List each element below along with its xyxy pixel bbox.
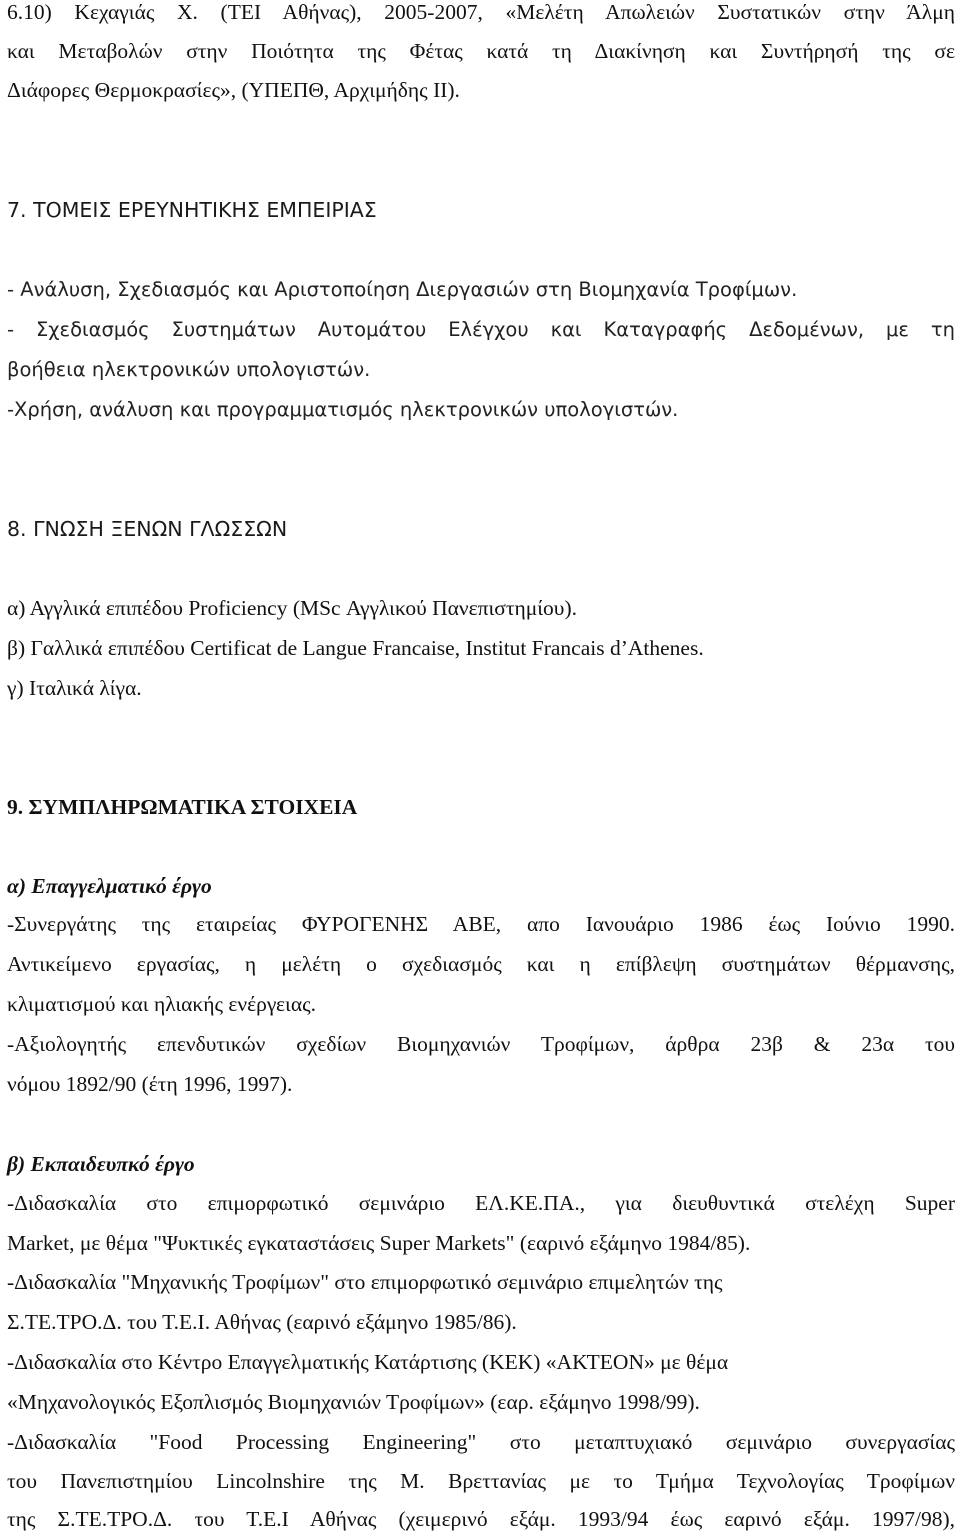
section9-a-line-2: Αντικείμενο εργασίας, η μελέτη ο σχεδιασμός και η επίβλεψη συστημάτων θέρμανσης, <box>7 952 955 976</box>
section7-line-3: βοήθεια ηλεκτρονικών υπολογιστών. <box>7 358 371 381</box>
section7-line-2: - Σχεδιασμός Συστημάτων Αυτομάτου Ελέγχου και Καταγραφής Δεδομένων, με τη <box>7 318 955 341</box>
section7-heading: 7. ΤΟΜΕΙΣ ΕΡΕΥΝΗΤΙΚΗΣ ΕΜΠΕΙΡΙΑΣ <box>7 198 377 222</box>
section8-line-english: α) Αγγλικά επιπέδου Proficiency (MSc Αγγλικού Πανεπιστημίου). <box>7 596 577 620</box>
section7-line-4: -Χρήση, ανάλυση και προγραμματισμός ηλεκτρονικών υπολογιστών. <box>7 398 679 421</box>
section6-line-2: και Μεταβολών στην Ποιότητα της Φέτας κατά τη Διακίνηση και Συντήρησή της σε <box>7 39 955 63</box>
section9-b-line-8: του Πανεπιστημίου Lincolnshire της Μ. Βρεττανίας με το Τμήμα Τεχνολογίας Τροφίμων <box>7 1469 955 1493</box>
section9-a-line-3: κλιματισμού και ηλιακής ενέργειας. <box>7 992 316 1016</box>
section9-sub-a-title: α) Επαγγελματικό έργο <box>7 874 212 898</box>
section9-b-line-6: «Μηχανολογικός Εξοπλισμός Βιομηχανιών Τροφίμων» (εαρ. εξάμηνο 1998/99). <box>7 1390 700 1414</box>
section6-line-1: 6.10) Κεχαγιάς Χ. (ΤΕΙ Αθήνας), 2005-2007, «Μελέτη Απωλειών Συστατικών στην Άλμη <box>7 0 955 24</box>
section9-b-line-7: -Διδασκαλία "Food Processing Engineering" στο μεταπτυχιακό σεμινάριο συνεργασίας <box>7 1430 955 1454</box>
section9-a-line-4: -Αξιολογητής επενδυτικών σχεδίων Βιομηχανιών Τροφίμων, άρθρα 23β & 23α του <box>7 1032 955 1056</box>
section9-a-line-1: -Συνεργάτης της εταιρείας ΦΥΡΟΓΕΝΗΣ ΑΒΕ, απο Ιανουάριο 1986 έως Ιούνιο 1990. <box>7 912 955 936</box>
section6-line-3: Διάφορες Θερμοκρασίες», (ΥΠΕΠΘ, Αρχιμήδης ΙΙ). <box>7 78 460 102</box>
section9-b-line-3: -Διδασκαλία "Μηχανικής Τροφίμων" στο επιμορφωτικό σεμινάριο επιμελητών της <box>7 1270 723 1294</box>
section9-sub-b-title: β) Εκπαιδευπκό έργο <box>7 1152 195 1176</box>
section9-b-line-4: Σ.ΤΕ.ΤΡΟ.Δ. του Τ.Ε.Ι. Αθήνας (εαρινό εξάμηνο 1985/86). <box>7 1310 517 1334</box>
section9-b-line-1: -Διδασκαλία στο επιμορφωτικό σεμινάριο ΕΛ.ΚΕ.ΠΑ., για διευθυντικά στελέχη Super <box>7 1191 955 1215</box>
section9-heading: 9. ΣΥΜΠΛΗΡΩΜΑΤΙΚΑ ΣΤΟΙΧΕΙΑ <box>7 795 358 819</box>
section8-line-italian: γ) Ιταλικά λίγα. <box>7 676 142 700</box>
section9-b-line-5: -Διδασκαλία στο Κέντρο Επαγγελματικής Κατάρτισης (ΚΕΚ) «ΑΚΤΕΟΝ» με θέμα <box>7 1350 729 1374</box>
section8-heading: 8. ΓΝΩΣΗ ΞΕΝΩΝ ΓΛΩΣΣΩΝ <box>7 517 288 541</box>
section9-b-line-2: Market, με θέμα "Ψυκτικές εγκαταστάσεις Super Markets" (εαρινό εξάμηνο 1984/85). <box>7 1231 751 1255</box>
section7-line-1: - Ανάλυση, Σχεδιασμός και Αριστοποίηση Διεργασιών στη Βιομηχανία Τροφίμων. <box>7 278 798 301</box>
section8-line-french: β) Γαλλικά επιπέδου Certificat de Langue Francaise, Institut Francais d’Athenes. <box>7 636 704 660</box>
section9-b-line-9: της Σ.ΤΕ.ΤΡΟ.Δ. του Τ.Ε.Ι Αθήνας (χειμερινό εξάμ. 1993/94 έως εαρινό εξάμ. 1997/98), <box>7 1507 955 1531</box>
section9-a-line-5: νόμου 1892/90 (έτη 1996, 1997). <box>7 1072 293 1096</box>
